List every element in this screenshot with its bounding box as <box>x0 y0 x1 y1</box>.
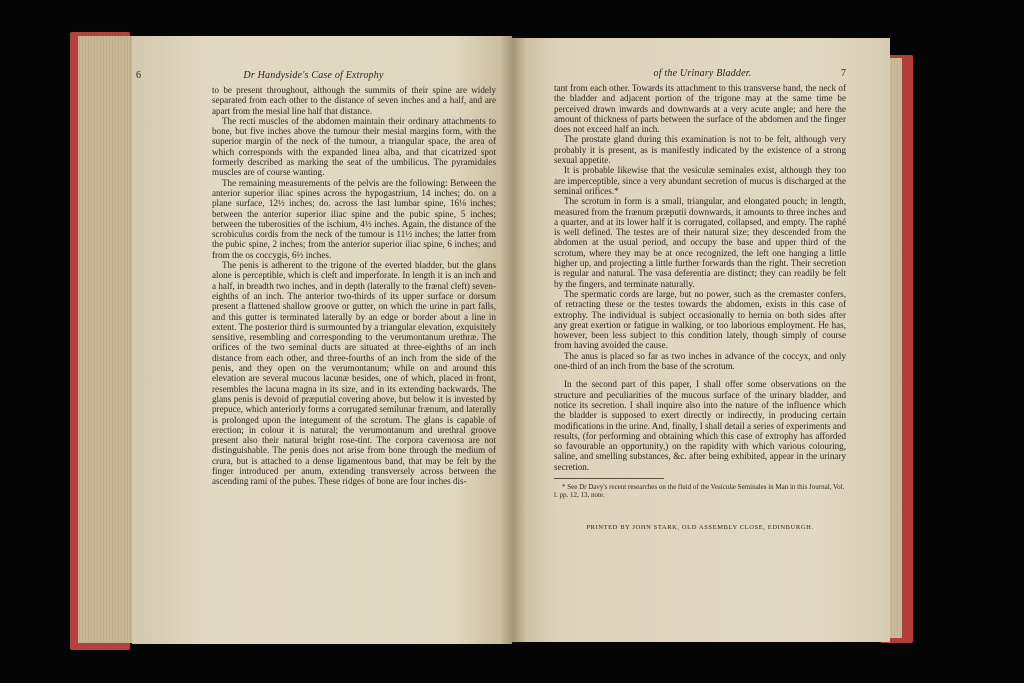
left-body-text <box>212 85 496 487</box>
right-page <box>512 38 890 642</box>
right-body-text <box>554 83 846 472</box>
right-paragraph: The anus is placed so far as two inches in advance of the coccyx, and only one-third of an inch from the base of the scrotum. <box>554 350 846 372</box>
left-paragraph: to be present throughout, although the summits of their spine are widely separated from each other to the distance of seven inches and a half, and are apart from the mesial line half that distance. <box>212 85 496 116</box>
left-page-number: 6 <box>136 70 141 81</box>
left-page <box>132 36 512 644</box>
right-paragraph: The prostate gland during this examination is not to be felt, although very probably it is present, as is manifestly indicated by the existence of a strong sexual appetite. <box>554 134 846 166</box>
footnote-text: * See Dr Davy's recent researches on the fluid of the Vesiculæ Seminales in Man in this Journal, Vol. l. pp. 12, 13, note. <box>554 482 845 500</box>
right-paragraph: The scrotum in form is a small, triangular, and elongated pouch; in length, measured from the frænum præputii downwards, it amounts to three inches and a quarter, and at its lower half it is corrugated, collapsed, and empty. The raphé is well defined. The testes are of their natural size; they descended from the abdomen at the usual period, and occupy the base and upper third of the scrotum, where they may be at once recognized, the left one hanging a little higher up, and projecting a little further forwards than the right. Their secretion is regular and natural. The vasa deferentia are distinct; they can readily be felt by the fingers, and terminate naturally. <box>554 196 846 289</box>
right-paragraph: It is probable likewise that the vesiculæ seminales exist, although they too are imperceptible, since a very abundant secretion of mucus is discharged at the seminal orifices.* <box>554 165 846 196</box>
right-paragraph: The spermatic cords are large, but no power, such as the cremaster confers, of retracting these or the testes towards the abdomen, exists in this case of extrophy. The individual is subject occasionally to hernia on both sides after any great exertion or fatigue in walking, or too laborious employment. He has, however, been less subject to this condition lately, though simply of course from having avoided the cause. <box>554 288 846 351</box>
printer-imprint: PRINTED BY JOHN STARK, OLD ASSEMBLY CLOSE, EDINBURGH. <box>586 523 814 531</box>
book-gutter <box>500 36 526 644</box>
right-running-title: of the Urinary Bladder. <box>653 68 752 79</box>
right-page-number: 7 <box>841 68 846 79</box>
right-running-head <box>554 68 846 81</box>
footnote-rule <box>554 478 664 479</box>
footnote <box>554 483 846 500</box>
right-paragraph: tant from each other. Towards its attachment to this transverse band, the neck of the bladder and adjacent portion of the trigone may at the same time be perceived drawn inwards and downwards at a very acute angle; and here the amount of thickness of parts between the surface of the abdomen and the finger does not exceed half an inch. <box>554 83 846 135</box>
left-running-title: Dr Handyside's Case of Extrophy <box>243 70 384 81</box>
left-paragraph: The remaining measurements of the pelvis are the following: Between the anterior superior iliac spines across the hypogastrium, 14 inches; do. on a plane surface, 12½ inches; do. across the last lumbar spine, 16⅛ inches; between the anterior superior iliac spine and the pubic spine, 5 inches; between the tuberosities of the ischium, 4½ inches. Again, the distance of the scrobiculus cordis from the neck of the tumour is 11½ inches; the latter from the pubic spine, 2 inches; from the anterior superior iliac spine, 6 inches; and from the os coccygis, 6½ inches. <box>212 177 496 260</box>
left-paragraph: The penis is adherent to the trigone of the everted bladder, but the glans alone is perceptible, which is cleft and imperforate. In length it is an inch and a half, in breadth two inches, and in depth (laterally to the frænal cleft) seven-eighths of an inch. The anterior two-thirds of its upper surface or dorsum present a flattened shallow groove or gutter, on which the urine in part falls, and this gutter is terminated laterally by an edge or border about a line in extent. The posterior third is surmounted by a triangular elevation, exquisitely sensitive, resembling and corresponding to the verumontanum urethræ. The orifices of the two seminal ducts are situated at three-eighths of an inch distance from each other, and three-fourths of an inch from the side of the penis, and they open on the verumontanum; while on and around this elevation are several mucous lacunæ besides, one of which, placed in front, resembles the lacuna magna in its size, and in its extending backwards. The glans penis is devoid of præputial covering above, but below it is invested by prepuce, which anteriorly forms a corrugated semilunar frænum, and laterally is prolonged upon the integument of the scrotum. The glans is capable of erection; in colour it is natural; the verumontanum and urethral groove present also their natural bright rose-tint. The corpora cavernosa are not distinguishable. The penis does not arise from bone through the medium of crura, but is attached to a dense ligamentous band, that may be felt by the finger introduced per anum, extending transversely across between the ascending rami of the pubes. These ridges of bone are four inches dis- <box>212 260 496 487</box>
right-paragraph: In the second part of this paper, I shall offer some observations on the structure and peculiarities of the mucous surface of the urinary bladder, and notice its secretion. I shall inquire also into the nature of the influence which the bladder is supposed to exert directly or indirectly, in producing certain modifications in the urine. And, finally, I shall detail a series of experiments and results, (for performing and obtaining which this case of extrophy has afforded so favourable an opportunity,) on the rapidity with which various colouring, saline, and smelling substances, &c. after being exhibited, appear in the urinary secretion. <box>554 379 846 472</box>
page-edges-left <box>78 36 138 643</box>
left-running-head <box>136 70 496 83</box>
left-paragraph: The recti muscles of the abdomen maintain their ordinary attachments to bone, but five inches above the tumour their mesial margins form, with the superior margin of the neck of the tumour, a triangular space, the area of which corresponds with the expanded linea alba, and that cicatrized spot formerly described as marking the seat of the umbilicus. The pyramidales muscles are of course wanting. <box>212 115 496 178</box>
